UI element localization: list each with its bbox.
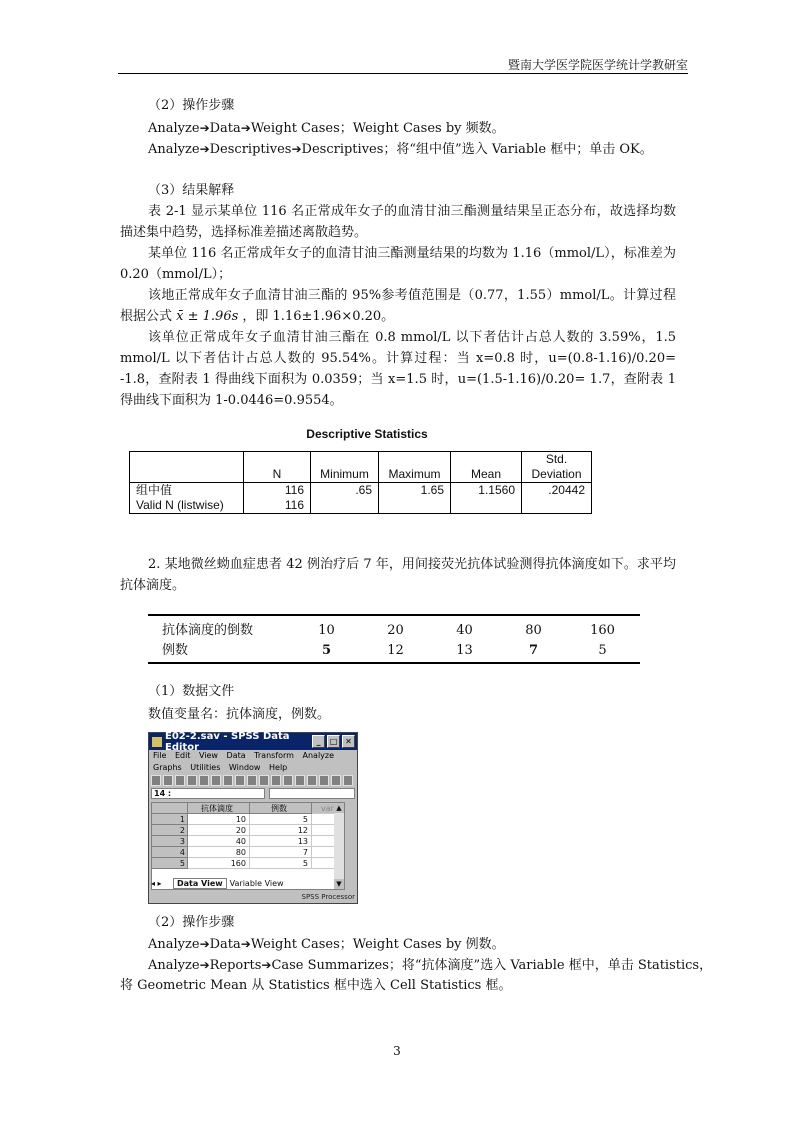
cell: 5	[598, 643, 607, 658]
menu-analyze: Analyze	[148, 958, 200, 973]
step-line	[148, 118, 505, 139]
cell: 5	[321, 643, 332, 658]
row-number[interactable]: 3	[152, 836, 188, 847]
row-number[interactable]: 1	[152, 814, 188, 825]
table-row	[130, 498, 592, 514]
cell	[451, 498, 522, 514]
cell: 116	[244, 483, 311, 499]
cell: 12	[387, 643, 404, 658]
grid-cell[interactable]: 10	[188, 814, 250, 825]
section-title-data-file: （1）数据文件	[148, 684, 235, 699]
column-header[interactable]: 抗体滴度	[188, 803, 250, 814]
header-cell	[130, 452, 244, 483]
cell-editor[interactable]	[269, 788, 355, 799]
menu-data: Data	[209, 121, 241, 136]
header-cell: Minimum	[311, 452, 379, 483]
menu-analyze: Analyze	[148, 937, 200, 952]
cell: 40	[456, 623, 473, 638]
minimize-icon[interactable]: _	[312, 735, 325, 748]
menu-file[interactable]: File	[153, 751, 167, 760]
arrow-icon: ➔	[199, 937, 210, 951]
header-rule	[118, 73, 688, 74]
menu-descriptives: Descriptives	[209, 142, 292, 157]
arrow-icon: ➔	[261, 958, 272, 972]
cell	[311, 498, 379, 514]
row-number[interactable]: 2	[152, 825, 188, 836]
row-label: 组中值	[130, 483, 244, 499]
tab-data-view[interactable]: Data View	[173, 878, 227, 889]
header-cell	[522, 452, 592, 483]
grid-cell[interactable]: 12	[250, 825, 312, 836]
variables-icon[interactable]	[247, 775, 257, 786]
menu-bar-row2	[149, 762, 357, 774]
goto-chart-icon[interactable]	[223, 775, 233, 786]
grid-row	[152, 825, 344, 836]
data-grid	[151, 802, 345, 890]
menu-utilities[interactable]: Utilities	[190, 763, 221, 772]
menu-window[interactable]: Window	[228, 763, 261, 772]
table-title: Descriptive Statistics	[306, 427, 428, 441]
redo-icon[interactable]	[211, 775, 221, 786]
column-header[interactable]: 例数	[250, 803, 312, 814]
cell	[379, 498, 451, 514]
corner-cell	[152, 803, 188, 814]
cell: .20442	[522, 483, 592, 499]
arrow-icon: ➔	[240, 121, 251, 135]
grid-cell[interactable]: 160	[188, 858, 250, 869]
status-bar: SPSS Processor	[301, 893, 355, 901]
titer-table	[148, 614, 640, 664]
cell: 1.1560	[451, 483, 522, 499]
paragraph-text: ，即 1.16±1.96×0.20。	[242, 309, 395, 324]
print-icon[interactable]	[175, 775, 185, 786]
cell-reference: 14 :	[151, 788, 265, 799]
menu-edit[interactable]: Edit	[174, 751, 191, 760]
close-icon[interactable]: ✕	[342, 735, 355, 748]
grid-cell[interactable]: 80	[188, 847, 250, 858]
question-2: 2. 某地微丝蚴血症患者 42 例治疗后 7 年，用间接荧光抗体试验测得抗体滴度如下。求平均抗体滴度。	[120, 557, 676, 593]
running-header: 暨南大学医学院医学统计学教研室	[507, 58, 688, 72]
cell	[522, 498, 592, 514]
menu-analyze: Analyze	[148, 121, 200, 136]
sheet-tabs	[151, 878, 287, 889]
cell: 116	[244, 498, 311, 514]
vertical-scrollbar[interactable]	[334, 803, 344, 889]
table-header-row	[130, 452, 592, 483]
save-icon[interactable]	[163, 775, 173, 786]
grid-cell[interactable]: 7	[250, 847, 312, 858]
cell: 20	[387, 623, 404, 638]
value-labels-icon[interactable]	[331, 775, 341, 786]
header-text: Deviation	[531, 467, 582, 481]
insert-variable-icon[interactable]	[283, 775, 293, 786]
step-text: Descriptives；将“组中值”选入 Variable 框中；单击 OK。	[301, 142, 653, 157]
goto-case-icon[interactable]	[235, 775, 245, 786]
maximize-icon[interactable]: □	[327, 735, 340, 748]
table-row	[130, 483, 592, 499]
step-text: Weight Cases；Weight Cases by 频数。	[250, 121, 505, 136]
insert-case-icon[interactable]	[271, 775, 281, 786]
result-paragraph-4: 该单位正常成年女子血清甘油三酯在 0.8 mmol/L 以下者估计占总人数的 3.59%，1.5 mmol/L 以下者估计占总人数的 95.54%。计算过程：当 x=0.8 时，u=(0.8-1.16)/0.20= -1.8，查附表 1 得曲线下面积为 0.0359；当 x=1.5 时，u=(1.5-1.16)/0.20= 1.7，查附表 1 得曲线下面积为 1-0.0446=0.9554。	[120, 330, 676, 408]
tab-nav-icon[interactable]: ◂ ▸	[151, 879, 162, 888]
arrow-icon: ➔	[199, 142, 210, 156]
arrow-icon: ➔	[240, 937, 251, 951]
grid-cell[interactable]: 5	[250, 858, 312, 869]
menu-analyze: Analyze	[148, 142, 200, 157]
cell: 80	[525, 623, 542, 638]
split-file-icon[interactable]	[295, 775, 305, 786]
toolbar	[151, 775, 355, 787]
tab-variable-view[interactable]: Variable View	[229, 879, 284, 888]
menu-transform[interactable]: Transform	[254, 751, 294, 760]
grid-row	[152, 836, 344, 847]
header-cell: Mean	[451, 452, 522, 483]
menu-graphs[interactable]: Graphs	[153, 763, 182, 772]
grid-row	[152, 814, 344, 825]
descriptive-statistics-table	[129, 451, 592, 514]
step-text: Case Summarizes；将“抗体滴度”选入 Variable 框中，单击 Statistics，	[271, 958, 713, 973]
arrow-icon: ➔	[291, 142, 302, 156]
select-cases-icon[interactable]	[319, 775, 329, 786]
result-paragraph-3	[120, 285, 676, 327]
page-number: 3	[393, 1044, 401, 1058]
header-cell: N	[244, 452, 311, 483]
step-line	[148, 934, 505, 955]
cell: 10	[318, 623, 335, 638]
menu-help[interactable]: Help	[269, 763, 288, 772]
row-number[interactable]: 5	[152, 858, 188, 869]
step-line	[148, 955, 712, 976]
section-title-results: （3）结果解释	[148, 183, 235, 198]
result-paragraph-2: 某单位 116 名正常成年女子的血清甘油三酯测量结果的均数为 1.16（mmol/L），标准差为 0.20（mmol/L）；	[120, 246, 676, 282]
row-number[interactable]: 4	[152, 847, 188, 858]
menu-reports: Reports	[209, 958, 262, 973]
spss-data-editor-window	[148, 732, 358, 904]
cell: 160	[590, 623, 615, 638]
arrow-icon: ➔	[199, 958, 210, 972]
step-line	[148, 139, 653, 160]
step-line-continued: 将 Geometric Mean 从 Statistics 框中选入 Cell Statistics 框。	[120, 978, 512, 993]
menu-data[interactable]: Data	[226, 751, 246, 760]
grid-cell[interactable]: 40	[188, 836, 250, 847]
variable-names: 数值变量名：抗体滴度，例数。	[148, 707, 331, 722]
table-top-rule	[148, 614, 640, 616]
row-label: Valid N (listwise)	[130, 498, 244, 514]
formula: x̄ ± 1.96s	[176, 309, 239, 324]
section-title-steps-2: （2）操作步骤	[148, 915, 235, 930]
paragraph-text: 该地正常成年女子血清甘油三酯的 95%参考值范围是（0.77，1.55）mmol/L。计算过程根据公式	[120, 288, 676, 324]
table-row	[148, 641, 640, 661]
menu-analyze[interactable]: Analyze	[302, 751, 335, 760]
cell-reference-bar	[151, 788, 355, 799]
scroll-down-icon[interactable]: ▼	[334, 879, 344, 889]
table-bottom-rule	[148, 662, 640, 664]
step-text: Weight Cases；Weight Cases by 例数。	[250, 937, 505, 952]
grid-cell[interactable]: 13	[250, 836, 312, 847]
cell: .65	[311, 483, 379, 499]
column-header[interactable]: var	[312, 803, 344, 814]
grid-cell[interactable]: 5	[250, 814, 312, 825]
weight-cases-icon[interactable]	[307, 775, 317, 786]
window-title-bar	[149, 730, 357, 753]
open-icon[interactable]	[151, 775, 161, 786]
header-cell: Maximum	[379, 452, 451, 483]
undo-icon[interactable]	[199, 775, 209, 786]
find-icon[interactable]	[259, 775, 269, 786]
cell: 1.65	[379, 483, 451, 499]
grid-row	[152, 858, 344, 869]
grid-row	[152, 847, 344, 858]
cell: 13	[456, 643, 473, 658]
spss-app-icon	[152, 737, 162, 747]
table-row	[148, 621, 640, 641]
menu-view[interactable]: View	[198, 751, 218, 760]
row-label: 例数	[162, 643, 189, 658]
header-text: Std.	[545, 452, 568, 466]
window-title: E02-2.sav - SPSS Data Editor	[165, 730, 290, 753]
menu-bar-row1	[149, 750, 357, 762]
cell: 7	[528, 643, 539, 658]
menu-data: Data	[209, 937, 241, 952]
use-sets-icon[interactable]	[343, 775, 353, 786]
section-title-steps: （2）操作步骤	[148, 98, 235, 113]
grid-cell[interactable]: 20	[188, 825, 250, 836]
dialog-recall-icon[interactable]	[187, 775, 197, 786]
row-label: 抗体滴度的倒数	[162, 623, 254, 638]
grid-header-row	[152, 803, 344, 814]
arrow-icon: ➔	[199, 121, 210, 135]
result-paragraph-1: 表 2-1 显示某单位 116 名正常成年女子的血清甘油三酯测量结果呈正态分布，故选择均数描述集中趋势，选择标准差描述离散趋势。	[120, 204, 676, 240]
scroll-up-icon[interactable]: ▲	[334, 803, 344, 813]
